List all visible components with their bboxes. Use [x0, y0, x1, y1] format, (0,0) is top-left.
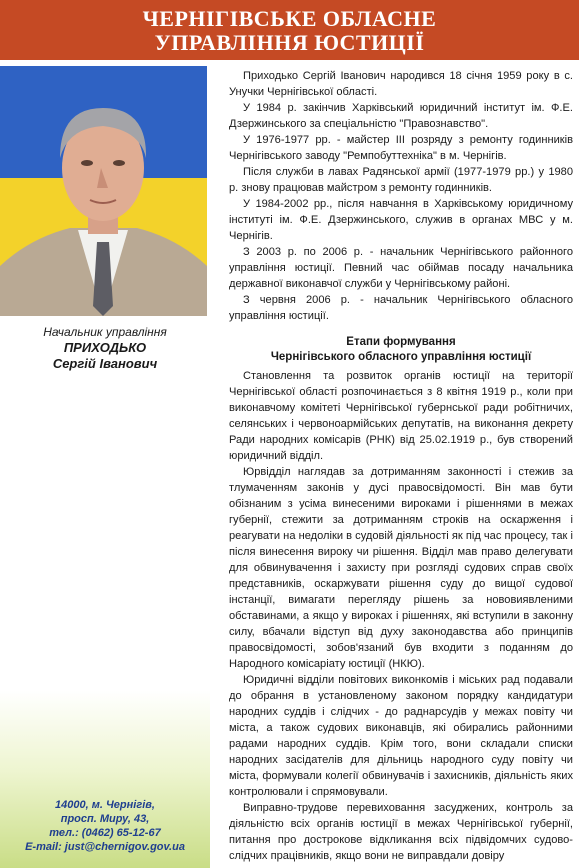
bio-paragraph: У 1976-1977 рр. - майстер III розряду з ремонту годинників Чернігівського заводу "Ремпобуттехніка" в м. Чернігів. — [229, 134, 573, 162]
caption-position: Начальник управління — [43, 325, 167, 339]
bio-paragraph: Після служби в лавах Радянської армії (1977-1979 рр.) у 1980 р. знову працював майстром з ремонту годинників. — [229, 166, 573, 194]
portrait-illustration — [0, 66, 207, 316]
main-content — [229, 68, 573, 864]
history-paragraph: Виправно-трудове перевиховання засуджених, контроль за діяльністю всіх органів юстиції в межах Чернігівської губернії, питання про дострокове відкликання всіх підвідомчих судово-слідчих працівників, якщо вони не виправдали довіру — [229, 802, 573, 862]
history-paragraph: Юрвідділ наглядав за дотриманням законності і стежив за тлумаченням законів у дусі правосвідомості. Він мав бути обізнаним з усіма винесеними вироками і рішеннями в межах губернії, стежити за дотриманням строків на оскарження і реагувати на недоліки в судовій діяльності як під час процесу, так і після винесення вироку чи рішення. Відділ мав право делегувати для обвинувачення і захисту при розгляді судових справ своїх представників, оскаржувати рішення суду до вищої судової інстанції, вимагати перегляду рішень за нововиявленими обставинами, а якщо у вироках і рішеннях, які вступили в законну силу, вбачали відступ від духу законодавства або принципів правосвідомості, зобов'язаний був входити з поданням до Народного комісаріату юстиції (НКЮ). — [229, 466, 573, 670]
section-title — [229, 335, 573, 365]
portrait-photo — [0, 66, 207, 316]
contact-city: 14000, м. Чернігів, — [55, 799, 155, 811]
caption-surname: ПРИХОДЬКО — [63, 340, 147, 355]
section-title-line-2: Чернігівського обласного управління юстиції — [270, 351, 532, 363]
history-paragraph: Становлення та розвиток органів юстиції на території Чернігівської області розпочинається з 8 квітня 1919 р., коли при виконавчому комітеті Чернігівської губернської ради робітничих, селянських і червоноармійських депутатів, на виконання декрету Ради народних комісарів (РНК) від 25.02.1919 р., був створений юридичний відділ. — [229, 370, 573, 462]
bio-paragraph: У 1984 р. закінчив Харківський юридичний інститут ім. Ф.Е. Дзержинського за спеціальністю "Правознавство". — [229, 102, 573, 130]
contact-street: просп. Миру, 43, — [60, 813, 150, 825]
bio-paragraph: Приходько Сергій Іванович народився 18 січня 1959 року в с. Унучки Чернігівської області. — [229, 70, 573, 98]
contact-email[interactable]: E-mail: just@chernigov.gov.ua — [25, 841, 185, 853]
left-eye — [81, 160, 93, 166]
photo-caption — [0, 324, 210, 372]
history-paragraph: Юридичні відділи повітових виконкомів і міських рад подавали до обрання в установленому законом порядку кандидатури народних суддів і слідчих - до раднарсудів у межах повіту чи міста, а також судових виконавців, які обирались районними радами народних суддів. Крім того, вони складали списки народних засідателів для дільниць народного суду повіту чи міста, формували колегії обвинувачів і захисників, діяльність яких контролювали і спрямовували. — [229, 674, 573, 798]
bio-paragraph: У 1984-2002 рр., після навчання в Харківському юридичному інституті ім. Ф.Е. Дзержинського, служив в органах МВС у м. Чернігів. — [229, 198, 573, 242]
contact-block — [0, 798, 210, 854]
header-title-line-1: ЧЕРНІГІВСЬКЕ ОБЛАСНЕ — [142, 6, 437, 31]
section-title-line-1: Етапи формування — [346, 336, 456, 348]
right-eye — [113, 160, 125, 166]
bio-paragraph: З 2003 р. по 2006 р. - начальник Чернігівського районного управління юстиції. Певний час обіймав посаду начальника державної виконавчої служби у Чернігівському районі. — [229, 246, 573, 290]
contact-phone: тел.: (0462) 65-12-67 — [49, 827, 161, 839]
bio-paragraph: З червня 2006 р. - начальник Чернігівського обласного управління юстиції. — [229, 294, 573, 322]
page-header — [0, 0, 579, 60]
caption-given-names: Сергій Іванович — [52, 356, 158, 371]
header-title-line-2: УПРАВЛІННЯ ЮСТИЦІЇ — [154, 30, 425, 55]
